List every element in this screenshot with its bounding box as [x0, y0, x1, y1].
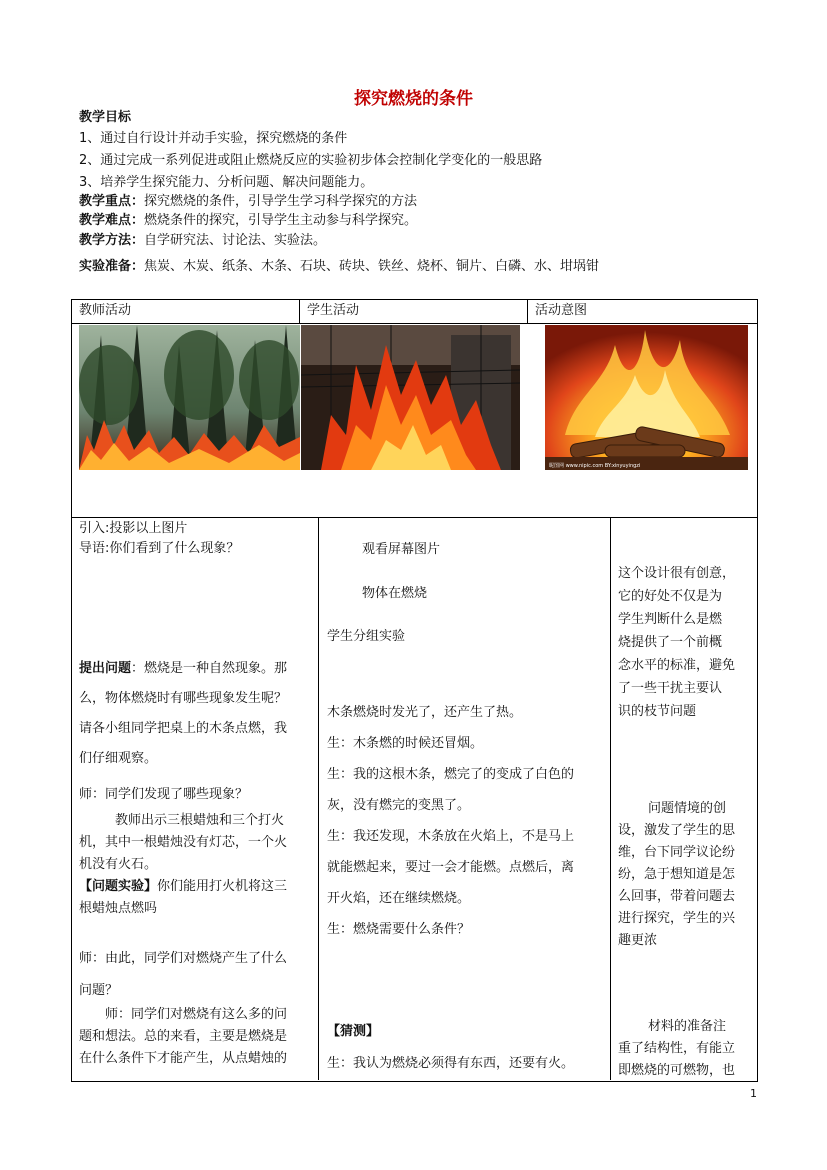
problem-line-1: ：燃烧是一种自然现象。那	[131, 661, 288, 676]
bonfire-photo	[545, 325, 748, 470]
key-point-label: 教学重点：	[79, 194, 145, 209]
key-point-line	[79, 193, 417, 211]
demo-line-1: 教师出示三根蜡烛和三个打火	[115, 813, 285, 828]
experiment-line-2: 根蜡烛点燃吗	[79, 901, 158, 916]
header-student: 学生活动	[307, 303, 360, 318]
header-teacher: 教师活动	[79, 303, 132, 318]
observation-2: 生：木条燃的时候还冒烟。	[327, 736, 484, 751]
demo-line-2: 机，其中一根蜡烛没有灯芯，一个火	[79, 835, 288, 850]
intent1-line-7: 识的枝节问题	[618, 704, 697, 719]
observation-7: 开火焰，还在继续燃烧。	[327, 891, 471, 906]
method-line	[79, 232, 326, 250]
document-title: 探究燃烧的条件	[354, 89, 473, 109]
materials-text: 焦炭、木炭、纸条、木条、石块、砖块、铁丝、烧杯、铜片、白磷、水、坩埚钳	[144, 259, 600, 274]
intent2-line-2: 设，激发了学生的思	[618, 823, 736, 838]
observation-1: 木条燃烧时发光了，还产生了热。	[327, 705, 523, 720]
difficulty-label: 教学难点：	[79, 213, 145, 228]
header-intent: 活动意图	[535, 303, 588, 318]
problem-line-2: 么，物体燃烧时有哪些现象发生呢？	[79, 691, 288, 706]
header-divider-1	[299, 299, 300, 323]
difficulty-text: 燃烧条件的探究，引导学生主动参与科学探究。	[144, 213, 418, 228]
intent2-line-7: 趣更浓	[618, 933, 658, 948]
teacher-question-3	[79, 1004, 287, 1070]
q3-line-1: 师：同学们对燃烧有这么多的问	[105, 1007, 288, 1022]
observation-4: 灰，没有燃完的变黑了。	[327, 798, 471, 813]
teacher-question-2	[79, 943, 287, 1007]
student-watch: 观看屏幕图片	[362, 542, 441, 557]
teacher-question-1: 师：同学们发现了哪些现象？	[79, 787, 249, 802]
intent2-line-3: 维，台下同学议论纷	[618, 845, 736, 860]
forest-fire-photo	[79, 325, 300, 470]
materials-label: 实验准备：	[79, 259, 145, 274]
intent2-line-4: 纷，急于想知道是怎	[618, 867, 736, 882]
student-observations	[327, 697, 574, 945]
q3-line-3: 在什么条件下才能产生，从点蜡烛的	[79, 1051, 288, 1066]
method-label: 教学方法：	[79, 233, 145, 248]
method-text: 自学研究法、讨论法、实验法。	[144, 233, 327, 248]
student-burning: 物体在燃烧	[362, 586, 428, 601]
problem-label: 提出问题	[79, 661, 132, 676]
building-fire-photo	[301, 325, 520, 470]
objective-3: 3、培养学生探究能力、分析问题、解决问题能力。	[79, 175, 374, 190]
observation-3: 生：我的这根木条，燃完了的变成了白色的	[327, 767, 575, 782]
student-group-experiment: 学生分组实验	[327, 629, 406, 644]
materials-line	[79, 258, 599, 276]
intent1-line-2: 它的好处不仅是为	[618, 589, 723, 604]
q3-line-2: 题和想法。总的来看，主要是燃烧是	[79, 1029, 288, 1044]
intent-paragraph-2	[618, 798, 735, 952]
intent3-line-3: 即燃烧的可燃物，也	[618, 1063, 736, 1078]
intent2-line-5: 么回事，带着问题去	[618, 889, 736, 904]
intent1-line-5: 念水平的标准，避免	[618, 658, 736, 673]
header-bottom-rule	[71, 323, 757, 324]
teacher-demo	[79, 810, 287, 920]
image-row-bottom-rule	[71, 517, 757, 518]
intent2-line-1: 问题情境的创	[648, 801, 727, 816]
observation-8: 生：燃烧需要什么条件？	[327, 922, 471, 937]
q2-line-1: 师：由此，同学们对燃烧产生了什么	[79, 951, 288, 966]
intent-paragraph-1	[618, 562, 735, 723]
observation-5: 生：我还发现，木条放在火焰上，不是马上	[327, 829, 575, 844]
objective-1: 1、通过自行设计并动手实验，探究燃烧的条件	[79, 131, 348, 146]
page-number: 1	[750, 1087, 757, 1100]
intent3-line-2: 重了结构性，有能立	[618, 1041, 736, 1056]
image-watermark: 昵图网 www.nipic.com BY:xinyuyingzi	[549, 463, 641, 469]
intent1-line-1: 这个设计很有创意，	[618, 566, 736, 581]
experiment-line-1: 你们能用打火机将这三	[157, 879, 288, 894]
demo-line-3: 机没有火石。	[79, 857, 158, 872]
intent3-line-1: 材料的准备注	[648, 1019, 727, 1034]
key-point-text: 探究燃烧的条件，引导学生学习科学探究的方法	[144, 194, 418, 209]
body-divider-2	[610, 517, 611, 1080]
experiment-label: 【问题实验】	[79, 879, 158, 894]
observation-6: 就能燃起来，要过一会才能燃。点燃后，离	[327, 860, 575, 875]
header-divider-2	[527, 299, 528, 323]
body-divider-1	[318, 517, 319, 1080]
difficulty-line	[79, 212, 417, 230]
intent2-line-6: 进行探究，学生的兴	[618, 911, 736, 926]
intent1-line-4: 烧提供了一个前概	[618, 635, 723, 650]
problem-line-4: 们仔细观察。	[79, 751, 158, 766]
objective-2: 2、通过完成一系列促进或阻止燃烧反应的实验初步体会控制化学变化的一般思路	[79, 153, 543, 168]
student-guess: 生：我认为燃烧必须得有东西，还要有火。	[327, 1056, 575, 1071]
teacher-problem	[79, 654, 287, 774]
teacher-guide: 导语:你们看到了什么现象？	[79, 541, 240, 556]
q2-line-2: 问题？	[79, 983, 119, 998]
intent-paragraph-3	[618, 1016, 735, 1082]
guess-label: 【猜测】	[327, 1024, 380, 1039]
intent1-line-3: 学生判断什么是燃	[618, 612, 723, 627]
problem-line-3: 请各小组同学把桌上的木条点燃，我	[79, 721, 288, 736]
objectives-heading: 教学目标	[79, 110, 132, 125]
teacher-intro: 引入:投影以上图片	[79, 521, 188, 536]
intent1-line-6: 了一些干扰主要认	[618, 681, 723, 696]
